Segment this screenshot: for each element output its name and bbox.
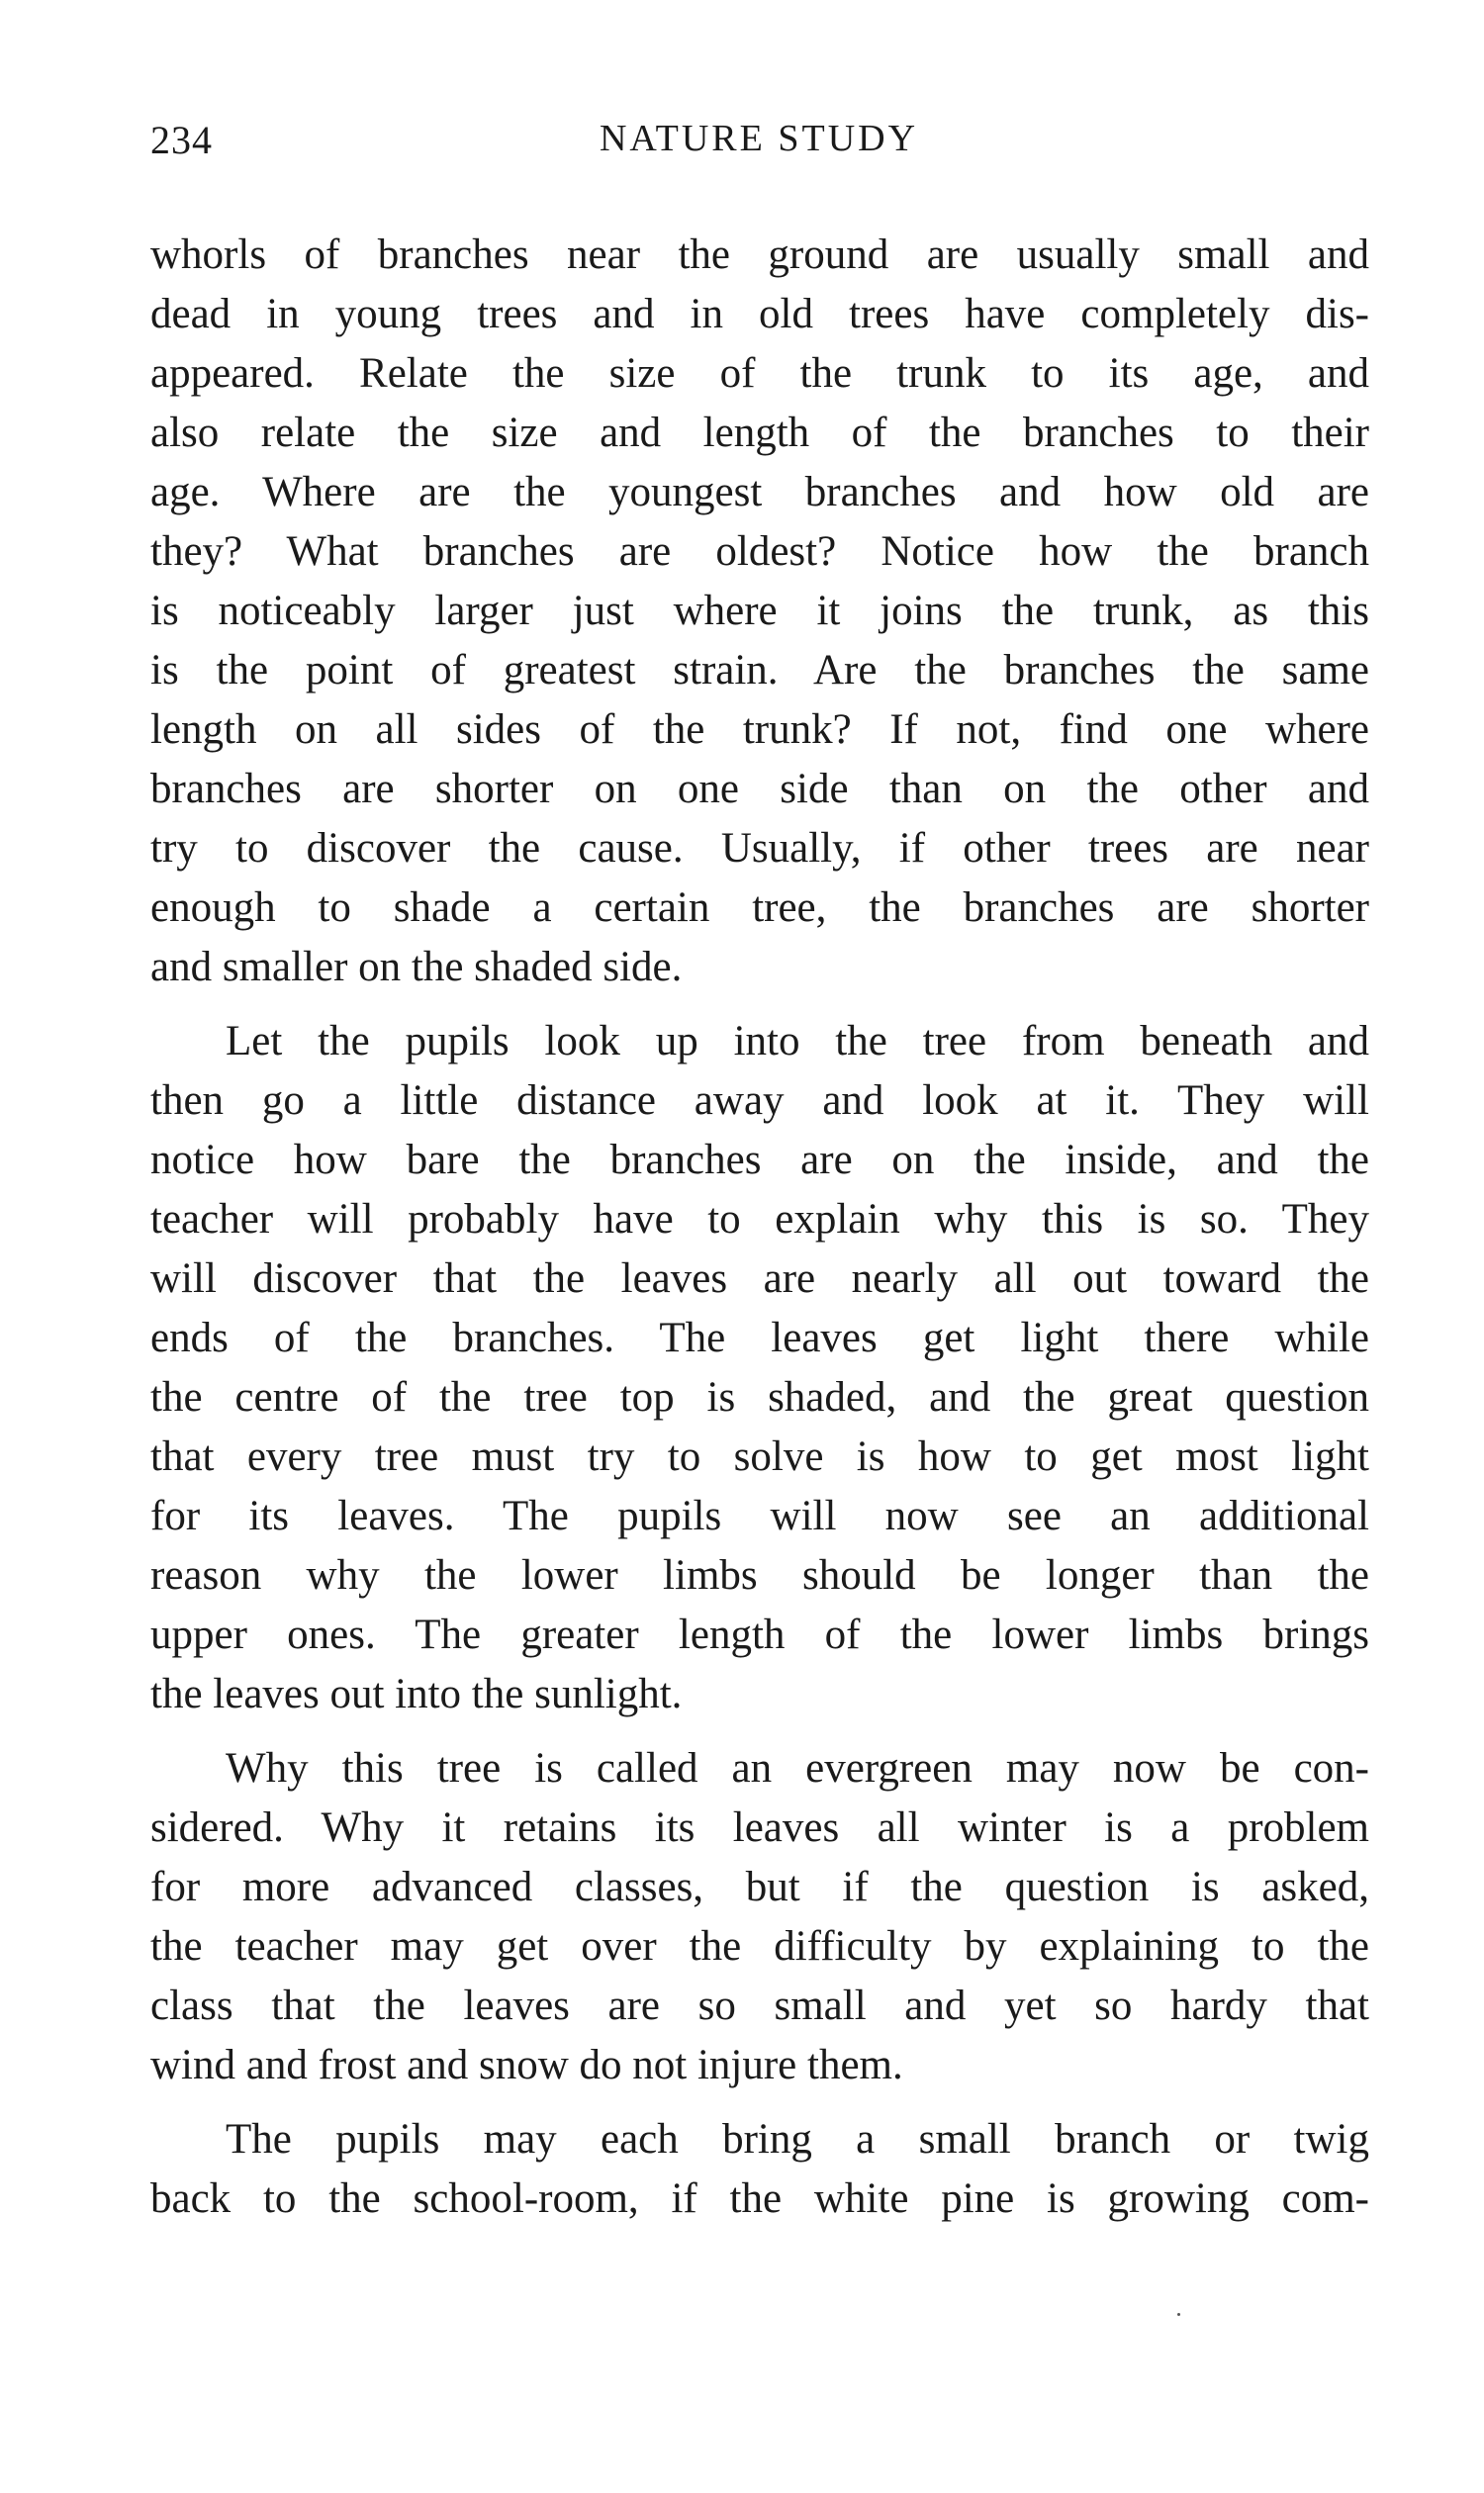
text-line: will discover that the leaves are nearly all out toward the <box>150 1255 1369 1302</box>
text-line: age. Where are the youngest branches and how old are <box>150 469 1369 515</box>
text-line: the leaves out into the sunlight. <box>150 1671 683 1717</box>
text-line: is noticeably larger just where it joins the trunk, as this <box>150 588 1369 634</box>
text-line: ends of the branches. The leaves get light there while <box>150 1315 1369 1361</box>
text-line: upper ones. The greater length of the lower limbs brings <box>150 1612 1369 1658</box>
text-line: Why this tree is called an evergreen may now be con- <box>226 1745 1369 1792</box>
text-line: then go a little distance away and look at it. They will <box>150 1077 1369 1124</box>
text-line: class that the leaves are so small and yet so hardy that <box>150 1983 1369 2029</box>
text-line: they? What branches are oldest? Notice how the branch <box>150 528 1369 575</box>
print-speck <box>1177 2313 1180 2316</box>
paragraph-3 <box>150 1739 1369 2095</box>
paragraph-4 <box>150 2110 1369 2229</box>
paragraph-1 <box>150 226 1369 997</box>
paragraph-2 <box>150 1012 1369 1724</box>
text-line: for its leaves. The pupils will now see an additional <box>150 1493 1369 1539</box>
page-number: 234 <box>150 118 213 162</box>
text-line: length on all sides of the trunk? If not, find one where <box>150 706 1369 753</box>
text-line: The pupils may each bring a small branch or twig <box>226 2116 1369 2163</box>
text-line: appeared. Relate the size of the trunk to its age, and <box>150 350 1369 397</box>
text-line: that every tree must try to solve is how to get most light <box>150 1433 1369 1480</box>
running-title: NATURE STUDY <box>599 118 919 159</box>
text-line: dead in young trees and in old trees have completely dis- <box>150 291 1369 337</box>
text-line: for more advanced classes, but if the question is asked, <box>150 1864 1369 1910</box>
text-line: whorls of branches near the ground are usually small and <box>150 231 1369 278</box>
text-line: notice how bare the branches are on the inside, and the <box>150 1137 1369 1183</box>
running-head <box>150 117 1367 166</box>
text-line: wind and frost and snow do not injure them. <box>150 2042 903 2088</box>
text-line: the teacher may get over the difficulty by explaining to the <box>150 1923 1369 1970</box>
text-line: reason why the lower limbs should be longer than the <box>150 1552 1369 1599</box>
text-line: enough to shade a certain tree, the branches are shorter <box>150 884 1369 931</box>
text-line: Let the pupils look up into the tree from beneath and <box>226 1018 1369 1064</box>
text-line: teacher will probably have to explain why this is so. They <box>150 1196 1369 1243</box>
text-line: also relate the size and length of the branches to their <box>150 410 1369 456</box>
text-line: sidered. Why it retains its leaves all winter is a problem <box>150 1804 1369 1851</box>
text-line: try to discover the cause. Usually, if other trees are near <box>150 825 1369 872</box>
text-line: the centre of the tree top is shaded, and the great question <box>150 1374 1369 1421</box>
text-line: back to the school-room, if the white pine is growing com- <box>150 2175 1369 2222</box>
text-line: is the point of greatest strain. Are the branches the same <box>150 647 1369 693</box>
text-line: branches are shorter on one side than on the other and <box>150 766 1369 812</box>
text-line: and smaller on the shaded side. <box>150 944 683 990</box>
body-text <box>150 226 1369 2244</box>
